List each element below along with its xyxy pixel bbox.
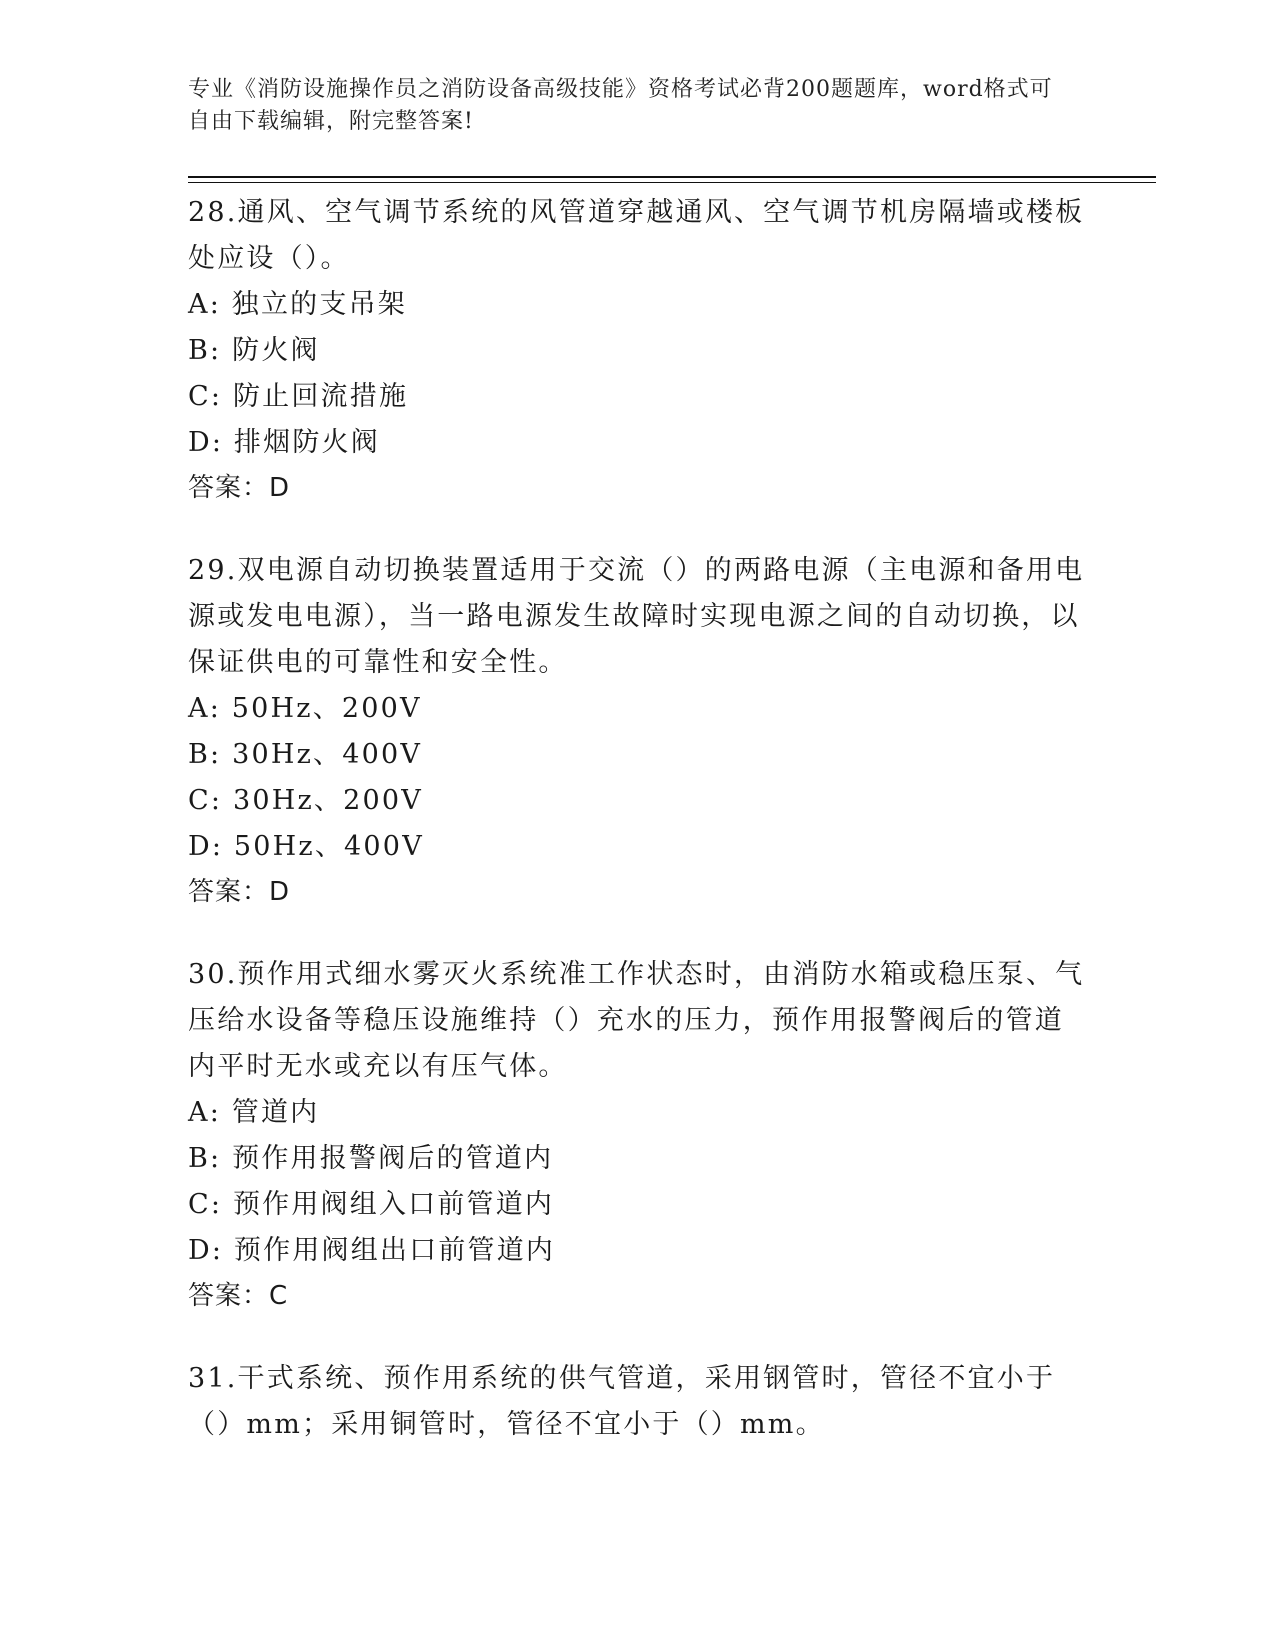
option-d: D: 预作用阀组出口前管道内 (188, 1235, 556, 1266)
option-a: A: 管道内 (188, 1097, 320, 1128)
header-rule-thick (188, 176, 1156, 178)
answer-line: 答案：C (188, 1281, 289, 1311)
document-header: 专业《消防设施操作员之消防设备高级技能》资格考试必背200题题库，word格式可自由下载编辑，附完整答案! (188, 77, 1053, 134)
option-a: A: 50Hz、200V (188, 693, 422, 724)
answer-line: 答案：D (188, 877, 291, 907)
question-30 (188, 952, 1088, 1318)
question-text: 29.双电源自动切换装置适用于交流（）的两路电源（主电源和备用电源或发电电源），当一路电源发生故障时实现电源之间的自动切换，以保证供电的可靠性和安全性。 (188, 555, 1085, 678)
header-rule-thin (188, 182, 1156, 183)
option-d: D: 50Hz、400V (188, 831, 424, 862)
option-b: B: 30Hz、400V (188, 739, 423, 770)
question-31 (188, 1356, 1088, 1448)
question-text: 31.干式系统、预作用系统的供气管道，采用钢管时，管径不宜小于（）mm；采用铜管时，管径不宜小于（）mm。 (188, 1363, 1056, 1440)
option-b: B: 预作用报警阀后的管道内 (188, 1143, 554, 1174)
question-text: 28.通风、空气调节系统的风管道穿越通风、空气调节机房隔墙或楼板处应设（）。 (188, 197, 1085, 274)
question-text: 30.预作用式细水雾灭火系统准工作状态时，由消防水箱或稳压泵、气压给水设备等稳压设施维持（）充水的压力，预作用报警阀后的管道内平时无水或充以有压气体。 (188, 959, 1085, 1082)
option-c: C: 防止回流措施 (188, 381, 409, 412)
option-c: C: 30Hz、200V (188, 785, 423, 816)
question-28 (188, 190, 1088, 510)
option-d: D: 排烟防火阀 (188, 427, 380, 458)
question-29 (188, 548, 1088, 914)
answer-line: 答案：D (188, 473, 291, 503)
option-c: C: 预作用阀组入口前管道内 (188, 1189, 555, 1220)
option-b: B: 防火阀 (188, 335, 320, 366)
question-list (188, 190, 1088, 1486)
option-a: A: 独立的支吊架 (188, 289, 407, 320)
